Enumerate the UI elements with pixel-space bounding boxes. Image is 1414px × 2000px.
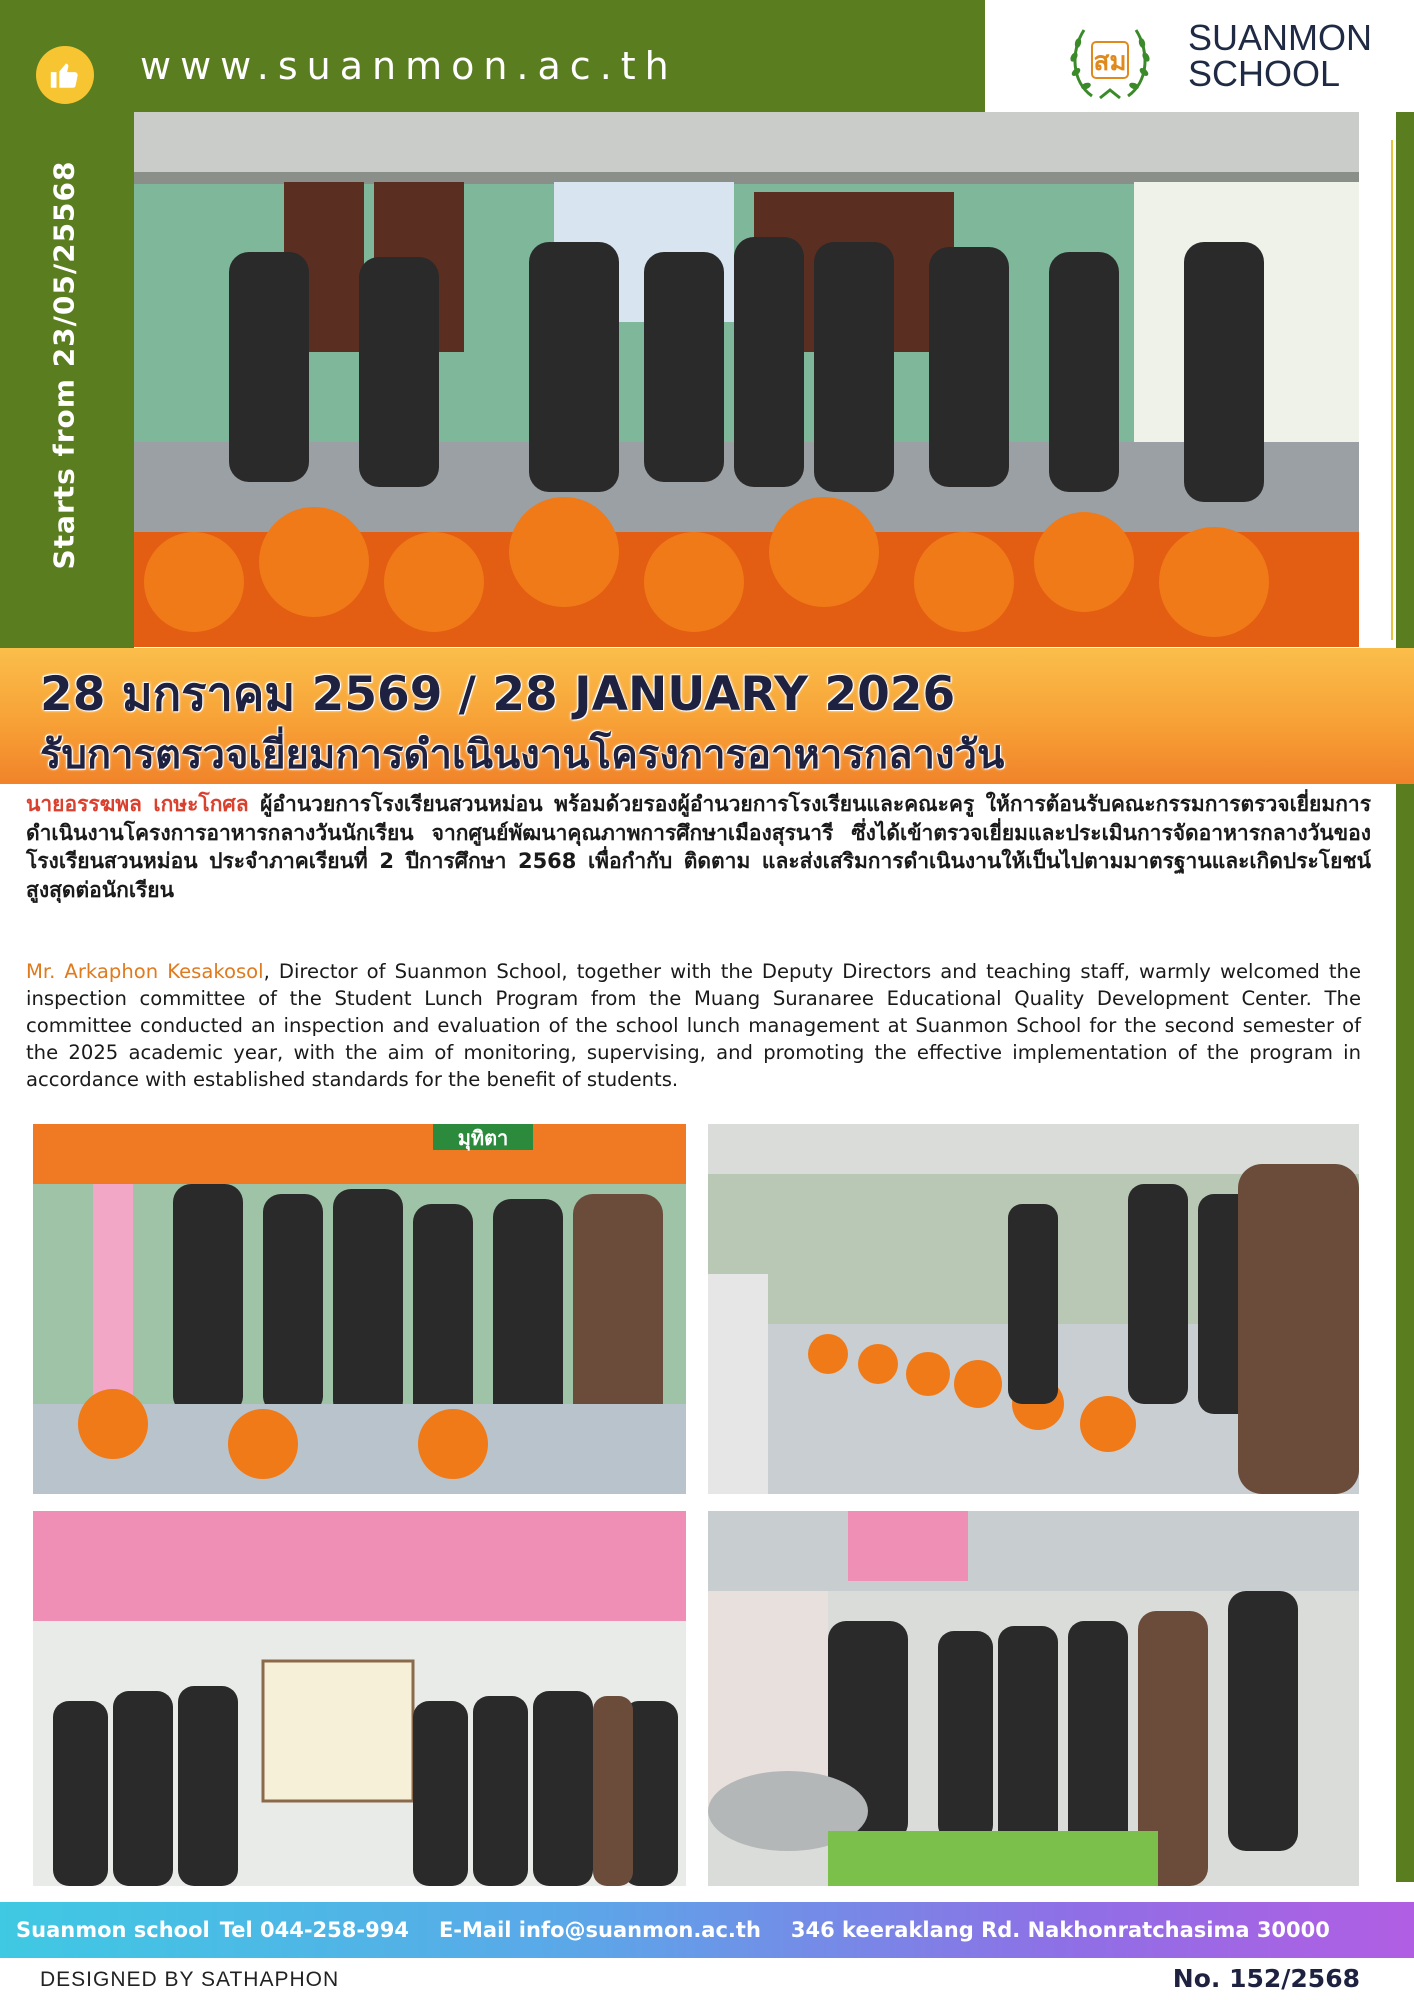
website-url[interactable]: www.suanmon.ac.th [140, 44, 678, 88]
sign-text: มุทิตา [457, 1126, 509, 1150]
right-accent-strip [1396, 112, 1414, 1882]
main-photo [134, 112, 1359, 647]
thumbs-up-icon [36, 46, 94, 104]
english-director-name: Mr. Arkaphon Kesakosol [26, 960, 264, 983]
accent-line [1391, 140, 1393, 640]
school-name: SUANMON SCHOOL [1188, 17, 1373, 94]
vertical-date-text: Starts from 23/05/25568 [47, 160, 81, 570]
event-headline: รับการตรวจเยี่ยมการดำเนินงานโครงการอาหารกลางวัน [40, 732, 1005, 778]
logo-text: สม [1093, 47, 1127, 77]
event-date: 28 มกราคม 2569 / 28 JANUARY 2026 [40, 667, 956, 722]
school-logo [1062, 12, 1158, 108]
photo-grid-2 [708, 1124, 1359, 1494]
designer-credit: DESIGNED BY SATHAPHON [40, 1968, 340, 1991]
footer-address: 346 keeraklang Rd. Nakhonratchasima 30000 [790, 1918, 1330, 1942]
footer-email[interactable]: E-Mail info@suanmon.ac.th [438, 1918, 761, 1942]
footer-school: Suanmon school [16, 1918, 210, 1942]
contact-footer [0, 1902, 1414, 1958]
photo-grid-3 [33, 1511, 686, 1886]
photo-grid-1 [33, 1124, 686, 1494]
thai-paragraph: นายอรรฆพล เกษะโกศล ผู้อำนวยการโรงเรียนสวนหม่อน พร้อมด้วยรองผู้อำนวยการโรงเรียนและคณะครู ให้การต้อนรับคณะกรรมการตรวจเยี่ยมการดำเนินงานโครงการอาหารกลางวันนักเรียน จากศูนย์พัฒนาคุณภาพการศึกษาเมืองสุรนารี ซึ่งได้เข้าตรวจเยี่ยมและประเมินการจัดอาหารกลางวันของโรงเรียนสวนหม่อน ประจำภาคเรียนที่ 2 ปีการศึกษา 2568 เพื่อกำกับ ติดตาม และส่งเสริมการดำเนินงานให้เป็นไปตามมาตรฐานและเกิดประโยชน์สูงสุดต่อนักเรียน [26, 792, 1371, 902]
footer-tel[interactable]: Tel 044-258-994 [219, 1918, 409, 1942]
thai-director-name: นายอรรฆพล เกษะโกศล [26, 792, 249, 816]
english-paragraph: Mr. Arkaphon Kesakosol, Director of Suanmon School, together with the Deputy Directors and teaching staff, warmly welcomed the inspection committee of the Student Lunch Program from the Muang Suranaree Educational Quality Development Center. The committee conducted an inspection and evaluation of the school lunch management at Suanmon School for the second semester of the 2025 academic year, with the aim of monitoring, supervising, and promoting the effective implementation of the program in accordance with established standards for the benefit of students. [26, 960, 1362, 1091]
photo-grid-4 [708, 1511, 1359, 1886]
document-number: No. 152/2568 [1172, 1964, 1360, 1993]
